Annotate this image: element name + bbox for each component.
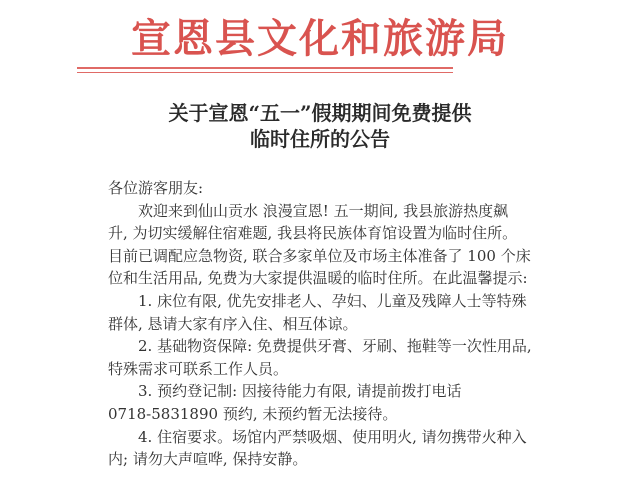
salutation: 各位游客朋友:	[108, 179, 204, 197]
letterhead-org-name: 宣恩县文化和旅游局	[131, 15, 509, 62]
body-line: 特殊需求可联系工作人员。	[108, 359, 289, 378]
tip-3: 3. 预约登记制: 因接待能力有限, 请提前拨打电话	[138, 382, 462, 401]
body-line: 目前已调配应急物资, 联合多家单位及市场主体准备了 100 个床	[108, 246, 531, 265]
notice-body	[108, 177, 538, 471]
body-line: 位和生活用品, 免费为大家提供温暖的临时住所。在此温馨提示:	[108, 269, 528, 288]
tip-4: 4. 住宿要求。场馆内严禁吸烟、使用明火, 请勿携带火种入	[138, 427, 527, 446]
tip-2: 2. 基础物资保障: 免费提供牙膏、牙刷、拖鞋等一次性用品,	[138, 337, 532, 356]
body-line: 欢迎来到仙山贡水 浪漫宣恩! 五一期间, 我县旅游热度飙	[138, 201, 509, 220]
tip-1: 1. 床位有限, 优先安排老人、孕妇、儿童及残障人士等特殊	[138, 291, 527, 310]
letterhead-rule-thick	[77, 67, 453, 69]
phone-line: 0718-5831890 预约, 未预约暂无法接待。	[108, 404, 398, 423]
body-line: 升, 为切实缓解住宿难题, 我县将民族体育馆设置为临时住所。	[108, 224, 518, 243]
notice-title-line1: 关于宣恩“五一”假期期间免费提供	[168, 101, 472, 125]
letterhead-rule-thin	[77, 72, 453, 73]
notice-title-line2: 临时住所的公告	[250, 127, 390, 151]
body-line: 群体, 恳请大家有序入住、相互体谅。	[108, 314, 358, 333]
body-line: 内; 请勿大声喧哗, 保持安静。	[108, 450, 308, 469]
